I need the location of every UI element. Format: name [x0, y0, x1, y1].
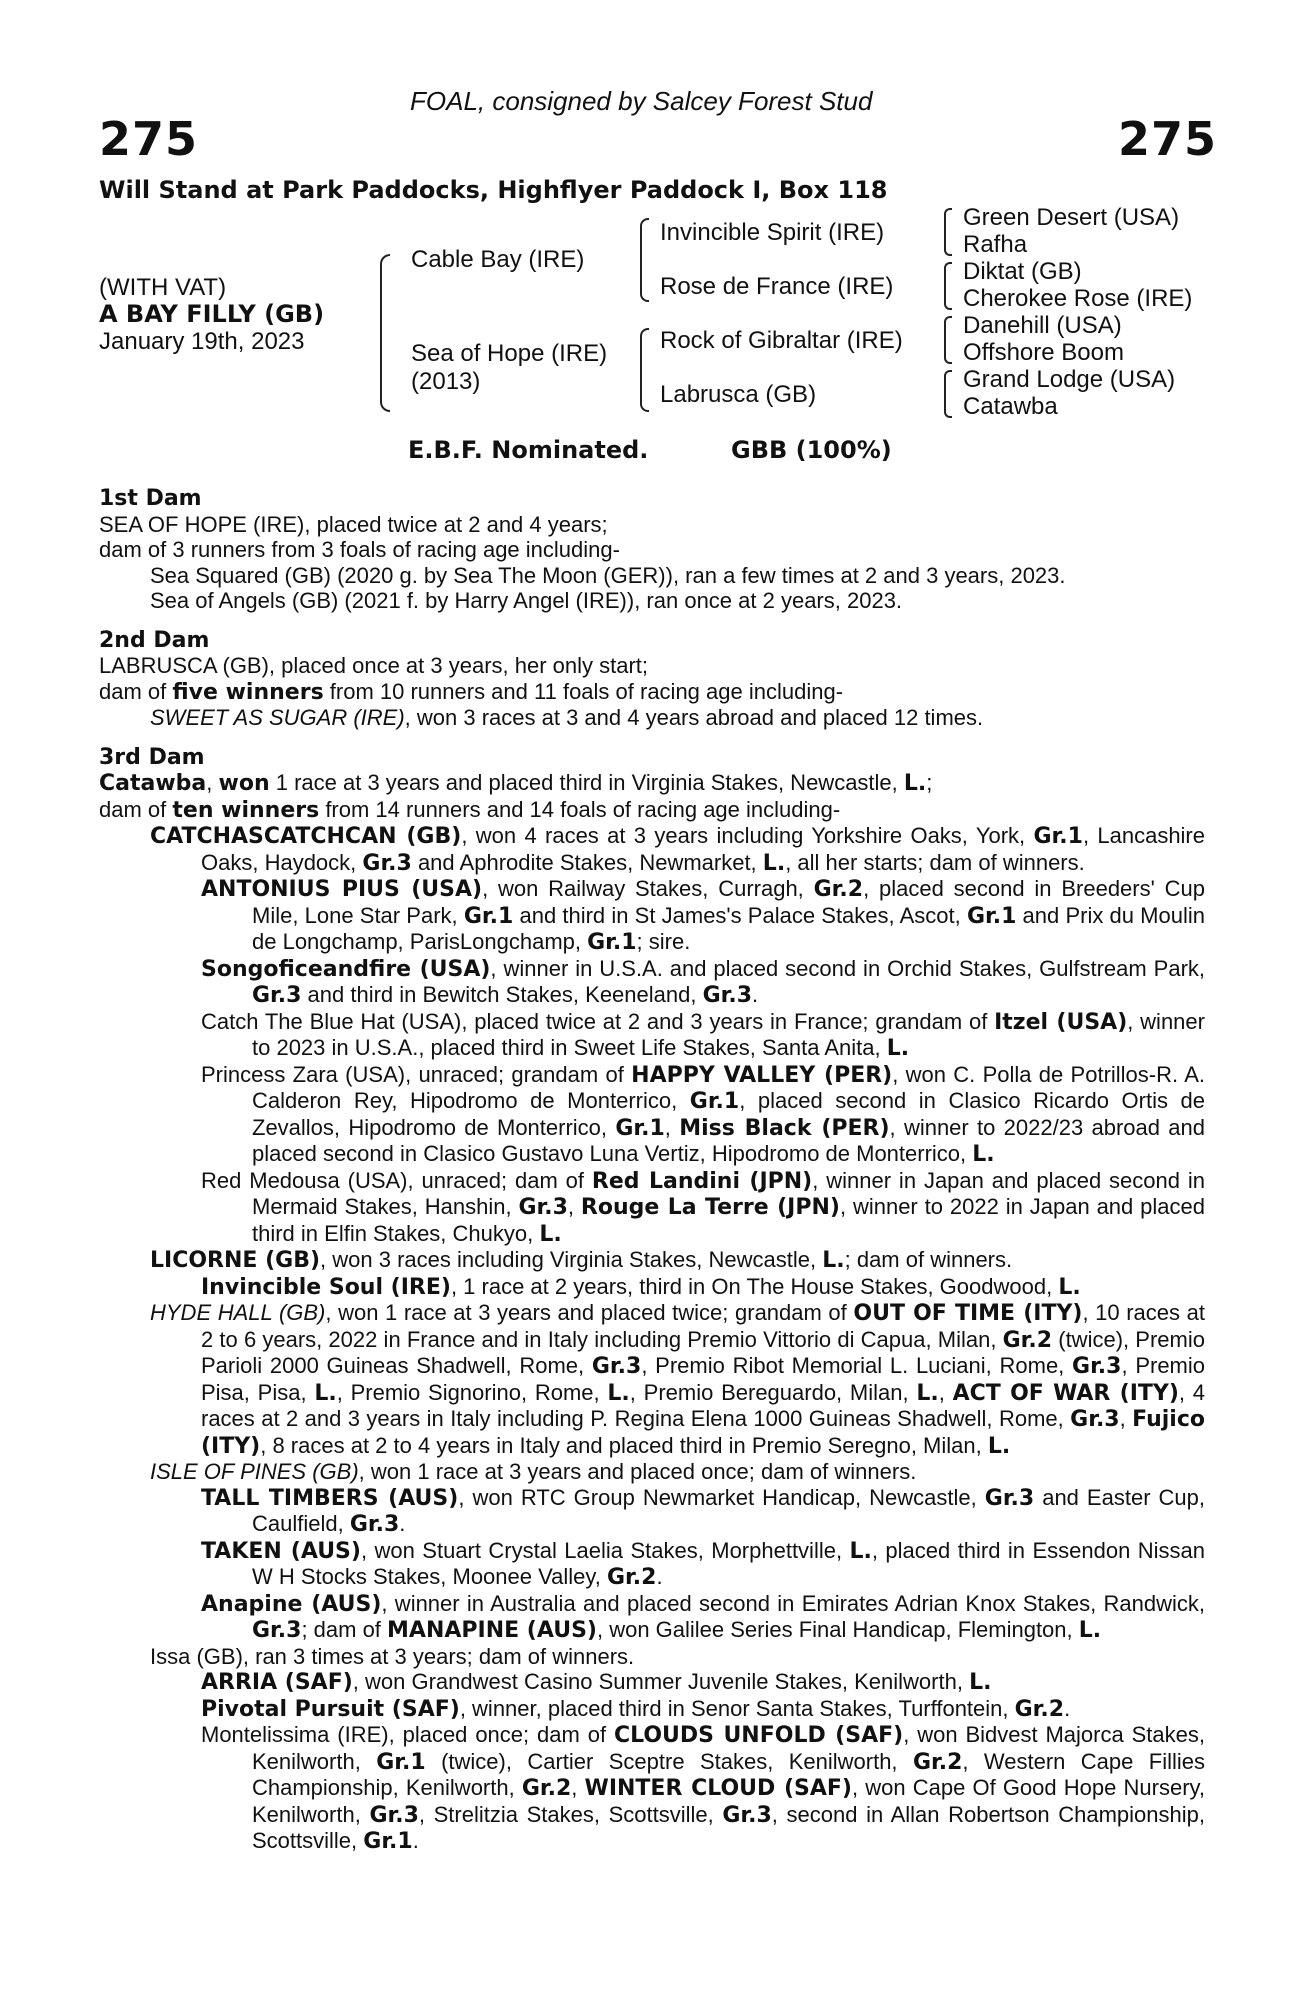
entry-text: , — [1119, 1406, 1133, 1431]
entry-text: , winner in Australia and placed second in Emirates Adrian Knox Stakes, Randwick, — [381, 1590, 1205, 1616]
entry-text: Sea Squared (GB) (2020 g. by Sea The Moon (GER)), ran a few times at 2 and 3 years, 2023. — [150, 562, 1066, 588]
section-heading: 2nd Dam — [99, 627, 210, 653]
bold-text: Gr.2 — [607, 1565, 657, 1590]
pedigree-ggp-2: Rafha — [963, 231, 1028, 258]
entry-text: from 10 runners and 11 foals of racing age including- — [323, 678, 844, 704]
bold-text: Gr.1 — [463, 903, 514, 929]
bold-text: L. — [849, 1538, 872, 1564]
entry-text: Sea of Angels (GB) (2021 f. by Harry Angel (IRE)), ran once at 2 years, 2023. — [150, 588, 903, 613]
pedigree-brace-main — [380, 254, 390, 412]
pedigree-ggp-3: Diktat (GB) — [963, 258, 1082, 285]
entry-text: ; sire. — [636, 929, 691, 954]
gbb-note: GBB (100%) — [731, 436, 892, 464]
consignment-line: FOAL, consigned by Salcey Forest Stud — [410, 86, 873, 116]
bold-text: L. — [969, 1670, 992, 1695]
entry-text: dam of — [99, 796, 173, 822]
pedigree-ggp-5: Danehill (USA) — [963, 312, 1122, 339]
entry-text: Montelissima (IRE), placed once; dam of — [201, 1722, 614, 1747]
pedigree-brace-ggp-1 — [944, 208, 952, 256]
bold-text: Gr.2 — [912, 1749, 963, 1775]
entry-text: , Premio Ribot Memorial L. Luciani, Rome, — [641, 1353, 1073, 1378]
pedigree-dam-dam: Labrusca (GB) — [660, 381, 817, 408]
bold-text: Gr.3 — [349, 1512, 400, 1537]
entry-text: , won 4 races at 3 years including Yorkshire Oaks, York, — [461, 823, 1034, 848]
bold-text: Gr.3 — [702, 983, 753, 1008]
bold-text: HAPPY VALLEY (PER) — [631, 1062, 893, 1088]
bold-text: Anapine (AUS) — [201, 1591, 382, 1617]
entry-text: ; dam of — [301, 1617, 388, 1642]
bold-text: Gr.1 — [376, 1749, 426, 1775]
bold-text: Gr.3 — [591, 1354, 642, 1379]
bold-text: Gr.1 — [1033, 824, 1083, 849]
entry-text: dam of — [99, 678, 173, 704]
entry-text: Red Medousa (USA), unraced; dam of — [201, 1167, 592, 1193]
entry-text: , winner to 2022 in Japan and placed third in Elfin Stakes, Chukyo, — [252, 1194, 1205, 1246]
bold-text: Red Landini (JPN) — [591, 1168, 813, 1194]
pedigree-entry — [99, 1168, 1205, 1248]
entry-text: and Aphrodite Stakes, Newmarket, — [411, 849, 763, 875]
pedigree-brace-ggp-4 — [944, 370, 952, 418]
bold-text: OUT OF TIME (ITY) — [853, 1301, 1083, 1326]
pedigree-entry — [99, 1485, 1205, 1538]
bold-text: Fujico (ITY) — [201, 1407, 1205, 1459]
bold-text: CATCHASCATCHCAN (GB) — [150, 824, 462, 849]
bold-text: Gr.1 — [363, 1829, 413, 1854]
bold-text: Pivotal Pursuit (SAF) — [201, 1696, 460, 1722]
pedigree-entry — [99, 770, 1205, 797]
entry-text: . — [752, 982, 759, 1007]
bold-text: ARRIA (SAF) — [201, 1670, 353, 1695]
entry-text: from 14 runners and 14 foals of racing age including- — [319, 796, 841, 822]
bold-text: Gr.3 — [984, 1485, 1035, 1511]
bold-text: Gr.2 — [521, 1776, 572, 1801]
pedigree-entry — [99, 705, 1205, 731]
italic-text: HYDE HALL (GB) — [150, 1300, 326, 1325]
pedigree-entry — [99, 956, 1205, 1009]
bold-text: Gr.3 — [369, 1802, 419, 1828]
entry-text: , won 1 race at 3 years and placed twice; grandam of — [325, 1300, 854, 1325]
bold-text: Gr.1 — [689, 1089, 740, 1114]
bold-text: L. — [539, 1221, 562, 1247]
entry-text: and third in Bewitch Stakes, Keeneland, — [301, 982, 703, 1007]
pedigree-entry — [99, 512, 1205, 538]
pedigree-ggp-8: Catawba — [963, 393, 1058, 420]
entry-text: SEA OF HOPE (IRE), placed twice at 2 and 4 years; — [99, 511, 608, 537]
entry-text: , Strelitzia Stakes, Scottsville, — [418, 1801, 723, 1827]
entry-text: Catch The Blue Hat (USA), placed twice at 2 and 3 years in France; grandam of — [201, 1008, 995, 1034]
bold-text: Gr.1 — [615, 1115, 665, 1141]
pedigree-entry — [99, 1062, 1205, 1168]
entry-text: , won Bidvest Majorca Stakes, Kenilworth, — [252, 1722, 1205, 1774]
bold-text: ten winners — [172, 797, 320, 823]
entry-text: , won 3 races including Virginia Stakes, Newcastle, — [320, 1247, 823, 1272]
entry-text: , Premio Signorino, Rome, — [336, 1379, 608, 1405]
entry-text: , 1 race at 2 years, third in On The House Stakes, Goodwood, — [450, 1273, 1059, 1299]
pedigree-entry — [99, 563, 1205, 589]
bold-text: Gr.3 — [518, 1195, 568, 1220]
entry-text: . — [656, 1564, 663, 1589]
entry-text: , placed second in Clasico Ricardo Ortis de Zevallos, Hipodromo de Monterrico, — [252, 1088, 1205, 1140]
bold-text: L. — [916, 1380, 939, 1406]
bold-text: L. — [903, 771, 927, 796]
ebf-note: E.B.F. Nominated. — [408, 436, 649, 464]
entry-text: 1 race at 3 years and placed third in Virginia Stakes, Newcastle, — [269, 770, 904, 795]
pedigree-ggp-4: Cherokee Rose (IRE) — [963, 285, 1193, 312]
entry-text: , winner, placed third in Senor Santa Stakes, Turffontein, — [459, 1695, 1015, 1721]
entry-text: and Prix du Moulin de Longchamp, ParisLongchamp, — [252, 902, 1205, 954]
bold-text: Gr.3 — [362, 850, 412, 876]
entry-text: ; — [926, 770, 933, 795]
entry-text: . — [399, 1511, 406, 1536]
bold-text: L. — [886, 1036, 910, 1061]
entry-text: (twice), Cartier Sceptre Stakes, Kenilworth, — [425, 1748, 913, 1774]
bold-text: LICORNE (GB) — [150, 1248, 321, 1273]
pedigree-sire-dam: Rose de France (IRE) — [660, 273, 894, 300]
entry-text: , 4 races at 2 and 3 years in Italy including P. Regina Elena 1000 Guineas Shadwell, Rome, — [201, 1379, 1206, 1431]
section-heading: 3rd Dam — [99, 744, 205, 770]
pedigree-entry — [99, 1669, 1205, 1696]
bold-text: Miss Black (PER) — [679, 1115, 890, 1141]
bold-text: Gr.2 — [1002, 1327, 1053, 1353]
bold-text: L. — [822, 1248, 845, 1273]
entry-text: . — [1064, 1695, 1071, 1721]
entry-text: , won Railway Stakes, Curragh, — [482, 876, 814, 901]
lot-number-right: 275 — [1118, 112, 1218, 166]
bold-text: WINTER CLOUD (SAF) — [584, 1776, 852, 1801]
bold-text: Songoficeandfire (USA) — [201, 956, 491, 982]
bold-text: L. — [972, 1142, 995, 1167]
entry-text: , — [938, 1379, 953, 1405]
entry-text: , won 1 race at 3 years and placed once; dam of winners. — [358, 1459, 917, 1484]
pedigree-entry — [99, 1591, 1205, 1644]
bold-text: Invincible Soul (IRE) — [201, 1274, 451, 1300]
bold-text: Gr.3 — [252, 1618, 302, 1643]
entry-text: , won C. Polla de Potrillos-R. A. Calderon Rey, Hipodromo de Monterrico, — [252, 1061, 1205, 1113]
pedigree-entry — [99, 537, 1205, 563]
bold-text: L. — [762, 850, 786, 876]
pedigree-brace-ggp-2 — [944, 262, 952, 310]
pedigree-brace-ggp-3 — [944, 316, 952, 364]
bold-text: TALL TIMBERS (AUS) — [201, 1485, 459, 1511]
entry-text: LABRUSCA (GB), placed once at 3 years, her only start; — [99, 653, 649, 678]
catalogue-body — [99, 486, 1205, 1855]
bold-text: Itzel (USA) — [994, 1009, 1128, 1035]
entry-text: , won Grandwest Casino Summer Juvenile Stakes, Kenilworth, — [352, 1669, 970, 1694]
entry-text: , Premio Bereguardo, Milan, — [629, 1379, 917, 1405]
entry-text: , winner in Japan and placed second in Mermaid Stakes, Hanshin, — [252, 1167, 1206, 1219]
pedigree-entry — [99, 1459, 1205, 1485]
pedigree-entry — [99, 797, 1205, 824]
entry-text: . — [412, 1828, 419, 1853]
bold-text: Catawba — [99, 771, 207, 796]
bold-text: Gr.3 — [252, 983, 302, 1008]
bold-text: Gr.2 — [1014, 1696, 1065, 1722]
foaling-date: January 19th, 2023 — [99, 328, 305, 355]
pedigree-entry — [99, 588, 1205, 614]
pedigree-sire: Cable Bay (IRE) — [411, 246, 585, 273]
entry-text: , Lancashire Oaks, Haydock, — [201, 823, 1205, 875]
entry-text: , won 3 races at 3 and 4 years abroad and placed 12 times. — [404, 705, 984, 730]
entry-text: , second in Allan Robertson Championship, Scottsville, — [252, 1801, 1205, 1853]
entry-text: , all her starts; dam of winners. — [785, 849, 1085, 875]
entry-text: , Premio Pisa, Pisa, — [201, 1353, 1205, 1405]
pedigree-entry — [99, 1009, 1205, 1062]
entry-text: ; dam of winners. — [844, 1247, 1013, 1272]
bold-text: Gr.3 — [1070, 1407, 1120, 1432]
entry-text: , 10 races at 2 to 6 years, 2022 in France and in Italy including Premio Vittorio di Capua, Milan, — [201, 1300, 1205, 1352]
pedigree-entry — [99, 679, 1205, 706]
entry-text: , won Stuart Crystal Laelia Stakes, Morphettville, — [360, 1537, 850, 1563]
italic-text: SWEET AS SUGAR (IRE) — [150, 705, 405, 730]
bold-text: Gr.1 — [966, 903, 1017, 929]
bold-text: L. — [607, 1380, 630, 1406]
entry-text: , Western Cape Fillies Championship, Kenilworth, — [252, 1748, 1206, 1800]
entry-text: (twice), Premio Parioli 2000 Guineas Shadwell, Rome, — [201, 1326, 1205, 1378]
pedigree-ggp-1: Green Desert (USA) — [963, 204, 1180, 231]
bold-text: L. — [987, 1433, 1011, 1459]
entry-text: Princess Zara (USA), unraced; grandam of — [201, 1061, 632, 1087]
bold-text: Gr.3 — [722, 1802, 772, 1828]
entry-text: , — [567, 1194, 581, 1219]
entry-text: , winner to 2023 in U.S.A., placed third in Sweet Life Stakes, Santa Anita, — [252, 1008, 1205, 1060]
stand-location: Will Stand at Park Paddocks, Highflyer Paddock I, Box 118 — [99, 176, 888, 204]
entry-text: , placed third in Essendon Nissan W H Stocks Stakes, Moonee Valley, — [252, 1537, 1205, 1589]
pedigree-entry — [99, 823, 1205, 876]
italic-text: ISLE OF PINES (GB) — [150, 1459, 359, 1484]
section-heading: 1st Dam — [99, 486, 202, 511]
entry-text: and third in St James's Palace Stakes, Ascot, — [513, 902, 967, 928]
bold-text: won — [218, 771, 270, 796]
pedigree-entry — [99, 1696, 1205, 1723]
vat-note: (WITH VAT) — [99, 274, 227, 301]
entry-text: , placed second in Breeders' Cup Mile, Lone Star Park, — [252, 876, 1205, 928]
bold-text: five winners — [172, 679, 324, 705]
pedigree-ggp-7: Grand Lodge (USA) — [963, 366, 1176, 393]
entry-text: , 8 races at 2 to 4 years in Italy and placed third in Premio Seregno, Milan, — [260, 1432, 988, 1458]
pedigree-brace-dam — [640, 328, 649, 412]
pedigree-entry — [99, 1300, 1205, 1459]
entry-text: , won RTC Group Newmarket Handicap, Newcastle, — [458, 1484, 985, 1510]
entry-text: , won Galilee Series Final Handicap, Flemington, — [596, 1617, 1079, 1642]
bold-text: Gr.1 — [587, 930, 637, 955]
pedigree-sire-sire: Invincible Spirit (IRE) — [660, 219, 885, 246]
pedigree-entry — [99, 1247, 1205, 1274]
bold-text: ACT OF WAR (ITY) — [952, 1380, 1179, 1406]
pedigree-entry — [99, 1538, 1205, 1591]
bold-text: Gr.2 — [813, 877, 864, 902]
entry-text: , — [664, 1114, 680, 1140]
lot-number-left: 275 — [99, 112, 199, 166]
bold-text: L. — [1058, 1274, 1081, 1300]
bold-text: L. — [314, 1380, 337, 1406]
pedigree-dam-year: (2013) — [411, 368, 481, 395]
bold-text: ANTONIUS PIUS (USA) — [201, 877, 483, 902]
bold-text: TAKEN (AUS) — [201, 1538, 361, 1564]
horse-name: A BAY FILLY (GB) — [99, 300, 325, 328]
pedigree-entry — [99, 653, 1205, 679]
pedigree-brace-sire — [640, 218, 649, 302]
bold-text: Gr.3 — [1072, 1354, 1122, 1379]
bold-text: MANAPINE (AUS) — [387, 1618, 597, 1643]
bold-text: Rouge La Terre (JPN) — [580, 1195, 840, 1220]
pedigree-entry — [99, 1644, 1205, 1670]
entry-text: , — [571, 1775, 585, 1800]
pedigree-entry — [99, 1722, 1205, 1855]
bold-text: CLOUDS UNFOLD (SAF) — [613, 1723, 904, 1748]
entry-text: and Easter Cup, Caulfield, — [252, 1484, 1206, 1536]
bold-text: L. — [1078, 1618, 1102, 1643]
entry-text: , won Cape Of Good Hope Nursery, Kenilworth, — [252, 1775, 1205, 1827]
pedigree-entry — [99, 1274, 1205, 1301]
entry-text: dam of 3 runners from 3 foals of racing age including- — [99, 537, 620, 562]
pedigree-entry — [99, 876, 1205, 956]
entry-text: Issa (GB), ran 3 times at 3 years; dam of winners. — [150, 1643, 635, 1669]
pedigree-ggp-6: Offshore Boom — [963, 339, 1124, 366]
entry-text: , winner to 2022/23 abroad and placed second in Clasico Gustavo Luna Vertiz, Hipodromo de Monterrico, — [252, 1114, 1206, 1166]
entry-text: , winner in U.S.A. and placed second in Orchid Stakes, Gulfstream Park, — [490, 955, 1206, 981]
pedigree-dam: Sea of Hope (IRE) — [411, 340, 608, 367]
entry-text: , — [206, 770, 219, 795]
pedigree-dam-sire: Rock of Gibraltar (IRE) — [660, 327, 903, 354]
